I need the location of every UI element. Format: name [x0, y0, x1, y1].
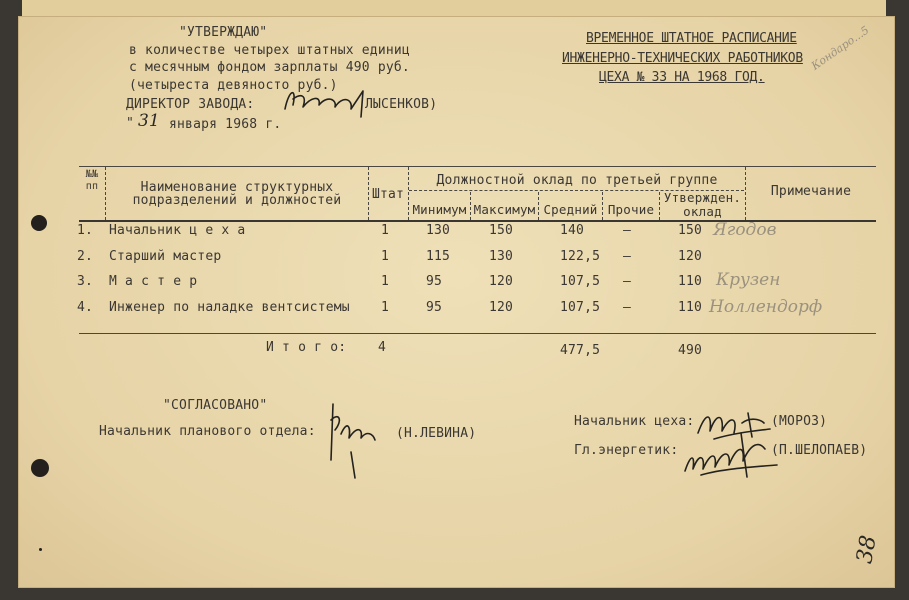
approval-date-quote: ": [126, 116, 135, 131]
approval-date-rest: января 1968 г.: [169, 117, 282, 132]
energy-signature: [681, 425, 781, 481]
page-number: 38: [852, 533, 882, 566]
energy-label: Гл.энергетик:: [574, 443, 679, 458]
row-1-name: Начальник ц е х а: [109, 223, 246, 238]
row-3-avg: 107,5: [560, 274, 601, 289]
row-4-num: 4.: [77, 300, 94, 315]
header-shtat: Штат: [371, 187, 405, 202]
row-4-shtat: 1: [381, 300, 390, 315]
row-3-max: 120: [489, 274, 514, 289]
binder-hole-top: [31, 215, 47, 231]
row-1-shtat: 1: [381, 223, 390, 238]
row-4-min: 95: [426, 300, 443, 315]
planning-head-signature: [321, 400, 381, 480]
approval-line-1: в количестве четырех штатных единиц: [129, 43, 410, 58]
approval-line-3: (четыреста девяносто руб.): [129, 78, 338, 93]
heading-line-3: ЦЕХА № 33 НА 1968 ГОД.: [599, 70, 765, 85]
table-bottom-rule: [79, 333, 876, 334]
row-1-approved: 150: [678, 223, 703, 238]
director-label: ДИРЕКТОР ЗАВОДА:: [126, 97, 255, 112]
row-1-min: 130: [426, 223, 451, 238]
row-2-num: 2.: [77, 249, 94, 264]
row-2-max: 130: [489, 249, 514, 264]
agreed-title: "СОГЛАСОВАНО": [163, 398, 268, 413]
row-2-approved: 120: [678, 249, 703, 264]
document-page: [18, 16, 895, 588]
col-divider-num: [105, 167, 106, 220]
header-avg: Средний: [543, 202, 598, 217]
row-2-other: –: [623, 249, 632, 264]
row-4-approved: 110: [678, 300, 703, 315]
table-top-rule: [79, 166, 876, 167]
director-name: ЛЫСЕНКОВ): [365, 97, 438, 112]
row-3-min: 95: [426, 274, 443, 289]
margin-note: Кондаро...5: [809, 23, 872, 73]
header-max: Максимум: [473, 202, 536, 217]
header-min: Минимум: [412, 202, 467, 217]
header-approved-line-1: Утвержден.: [663, 190, 742, 205]
total-approved: 490: [678, 343, 703, 358]
header-other: Прочие: [607, 202, 655, 217]
row-3-other: –: [623, 274, 632, 289]
row-1-max: 150: [489, 223, 514, 238]
heading-line-2: ИНЖЕНЕРНО-ТЕХНИЧЕСКИХ РАБОТНИКОВ: [562, 51, 803, 66]
planning-head-label: Начальник планового отдела:: [99, 424, 316, 439]
row-1-note-signature: Ягодов: [713, 220, 777, 240]
row-2-min: 115: [426, 249, 451, 264]
row-4-max: 120: [489, 300, 514, 315]
row-3-note-signature: Крузен: [716, 270, 781, 290]
row-1-avg: 140: [560, 223, 585, 238]
approval-title: "УТВЕРЖДАЮ": [179, 25, 268, 40]
header-num: №№ пп: [85, 169, 99, 192]
chief-label: Начальник цеха:: [574, 414, 695, 429]
total-shtat: 4: [378, 340, 387, 355]
row-4-other: –: [623, 300, 632, 315]
row-3-name: М а с т е р: [109, 274, 198, 289]
header-name-line-2: подразделений и должностей: [132, 193, 342, 208]
row-1-other: –: [623, 223, 632, 238]
row-4-note-signature: Ноллендорф: [709, 297, 823, 317]
row-4-avg: 107,5: [560, 300, 601, 315]
approval-date-day: 31: [138, 111, 160, 131]
row-2-shtat: 1: [381, 249, 390, 264]
chief-name: (МОРОЗ): [771, 414, 828, 429]
header-name-line-1: Наименование структурных: [140, 180, 334, 195]
row-3-shtat: 1: [381, 274, 390, 289]
row-3-approved: 110: [678, 274, 703, 289]
total-label: И т о г о:: [266, 340, 347, 355]
director-signature: [281, 83, 371, 117]
binder-hole-bottom: [31, 459, 49, 477]
total-avg: 477,5: [560, 343, 601, 358]
header-note: Примечание: [770, 184, 852, 199]
row-4-name: Инженер по наладке вентсистемы: [109, 300, 350, 315]
planning-head-name: (Н.ЛЕВИНА): [396, 426, 477, 441]
approval-line-2: с месячным фондом зарплаты 490 руб.: [129, 60, 410, 75]
energy-name: (П.ШЕЛОПАЕВ): [771, 443, 868, 458]
row-2-name: Старший мастер: [109, 249, 222, 264]
row-1-num: 1.: [77, 223, 94, 238]
ink-dot: [39, 548, 42, 551]
row-2-avg: 122,5: [560, 249, 601, 264]
header-approved-line-2: оклад: [683, 204, 722, 219]
row-3-num: 3.: [77, 274, 94, 289]
heading-line-1: ВРЕМЕННОЕ ШТАТНОЕ РАСПИСАНИЕ: [586, 31, 797, 46]
header-salary-group: Должностной оклад по третьей группе: [436, 173, 718, 188]
